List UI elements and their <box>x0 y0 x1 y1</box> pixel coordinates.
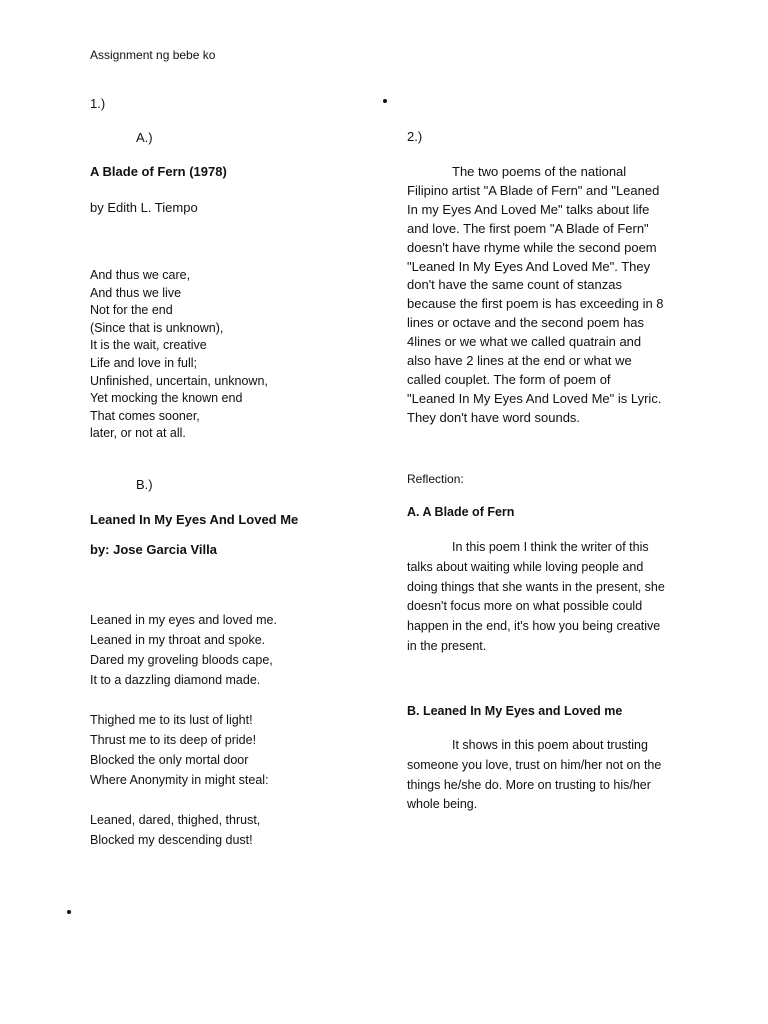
poem1-title: A Blade of Fern (1978) <box>90 164 227 179</box>
paragraph-line: doesn't focus more on what possible could <box>407 599 643 614</box>
reflection-a-heading: A. A Blade of Fern <box>407 505 515 519</box>
bullet-icon <box>383 99 387 103</box>
paragraph-line: don't have the same count of stanzas <box>407 277 622 293</box>
poem-line: It is the wait, creative <box>90 338 207 353</box>
paragraph-line: 4lines or we what we called quatrain and <box>407 334 642 350</box>
paragraph-line: and love. The first poem "A Blade of Fern" <box>407 220 649 236</box>
reflection-b-paragraph <box>407 736 661 815</box>
reflection-label: Reflection: <box>407 472 464 486</box>
paragraph-line: lines or octave and the second poem has <box>407 315 645 331</box>
poem-line: Blocked the only mortal door <box>90 753 249 767</box>
paragraph-line: because the first poem is has exceeding in 8 <box>407 296 664 312</box>
paragraph-line: doing things that she wants in the present, she <box>407 579 665 594</box>
poem-line: later, or not at all. <box>90 426 186 441</box>
poem-line: Life and love in full; <box>90 355 198 370</box>
paragraph-line: In my Eyes And Loved Me" talks about life <box>407 201 650 217</box>
paragraph-line: someone you love, trust on him/her not on the <box>407 757 662 772</box>
poem-line: Thighed me to its lust of light! <box>90 713 253 727</box>
poem-line: (Since that is unknown), <box>90 320 224 335</box>
poem2-author: by: Jose Garcia Villa <box>90 542 217 557</box>
section-2-label: 2.) <box>407 129 423 144</box>
paragraph-line: whole being. <box>407 797 478 812</box>
paragraph-line: Filipino artist "A Blade of Fern" and "Leaned <box>407 182 660 198</box>
poem-line: Leaned in my eyes and loved me. <box>90 613 277 627</box>
paragraph-line: They don't have word sounds. <box>407 409 581 425</box>
paragraph-line: things he/she do. More on trusting to his/her <box>407 777 651 792</box>
poem1-author: by Edith L. Tiempo <box>90 200 198 215</box>
comparison-paragraph <box>407 163 664 428</box>
paragraph-line: talks about waiting while loving people and <box>407 559 644 574</box>
bullet-icon <box>67 910 71 914</box>
paragraph-line: doesn't have rhyme while the second poem <box>407 239 657 255</box>
poem-line: Leaned, dared, thighed, thrust, <box>90 813 261 827</box>
poem-line: And thus we live <box>90 285 182 300</box>
paragraph-line: in the present. <box>407 638 487 653</box>
paragraph-line: In this poem I think the writer of this <box>452 540 649 554</box>
poem2-couplet <box>90 810 260 850</box>
poem-line: Yet mocking the known end <box>90 391 243 406</box>
poem-line: And thus we care, <box>90 268 191 282</box>
poem-line: Thrust me to its deep of pride! <box>90 733 257 747</box>
paragraph-line: called couplet. The form of poem of <box>407 371 611 387</box>
poem2-title: Leaned In My Eyes And Loved Me <box>90 512 299 527</box>
poem-line: Where Anonymity in might steal: <box>90 773 269 787</box>
poem2-stanza2 <box>90 710 269 790</box>
paragraph-line: The two poems of the national <box>452 164 627 179</box>
poem-line: Unfinished, uncertain, unknown, <box>90 373 268 388</box>
document-header: Assignment ng bebe ko <box>90 48 216 62</box>
poem-line: Blocked my descending dust! <box>90 833 253 847</box>
paragraph-line: "Leaned In My Eyes And Loved Me". They <box>407 258 651 274</box>
paragraph-line: It shows in this poem about trusting <box>452 738 648 752</box>
poem2-stanza1 <box>90 610 277 690</box>
reflection-a-paragraph <box>407 538 665 657</box>
paragraph-line: "Leaned In My Eyes And Loved Me" is Lyric. <box>407 390 662 406</box>
poem-line: It to a dazzling diamond made. <box>90 673 261 687</box>
paragraph-line: happen in the end, it's how you being creative <box>407 619 661 634</box>
poem1-body <box>90 267 268 443</box>
paragraph-line: also have 2 lines at the end or what we <box>407 353 632 369</box>
part-a-label: A.) <box>136 130 153 145</box>
poem-line: Dared my groveling bloods cape, <box>90 653 273 667</box>
part-b-label: B.) <box>136 477 153 492</box>
reflection-b-heading: B. Leaned In My Eyes and Loved me <box>407 704 623 718</box>
poem-line: Leaned in my throat and spoke. <box>90 633 266 647</box>
poem-line: Not for the end <box>90 303 173 318</box>
section-1-label: 1.) <box>90 96 106 111</box>
poem-line: That comes sooner, <box>90 408 200 423</box>
